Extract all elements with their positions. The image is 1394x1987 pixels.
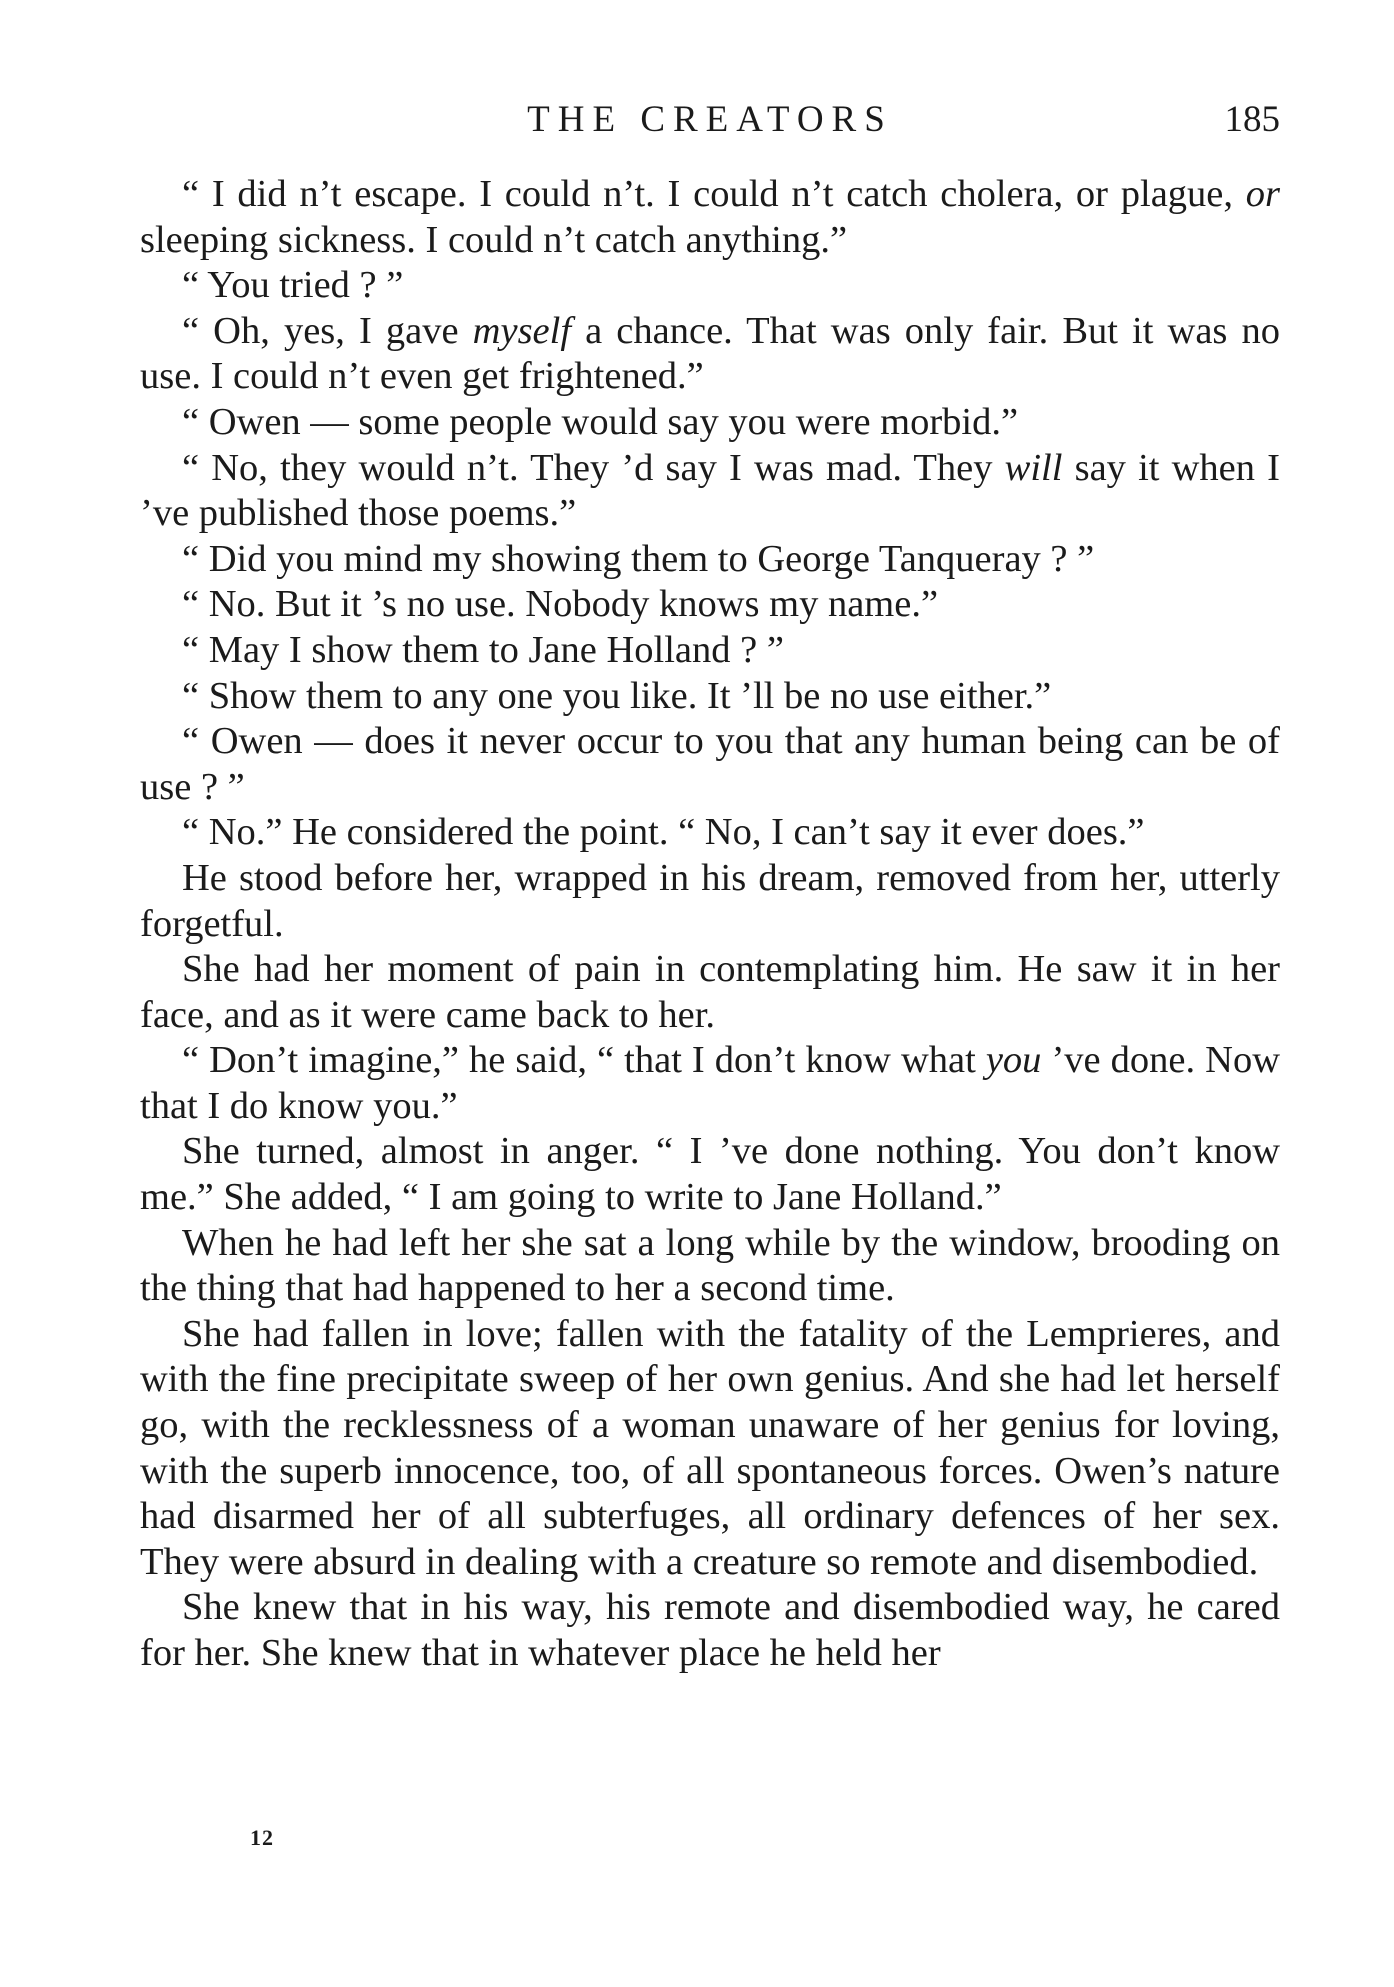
paragraph [140,628,1280,674]
paragraph-text: When he had left her she sat a long while by the window, brooding on the thing that had happened to her a second time. [140,1221,1280,1310]
body-text [140,172,1280,1677]
paragraph [140,674,1280,720]
paragraph-text: sleeping sickness. I could n’t catch anything.” [140,218,848,261]
paragraph [140,1221,1280,1312]
paragraph-text: “ No. But it ’s no use. Nobody knows my name.” [182,583,939,626]
paragraph-text: He stood before her, wrapped in his dream, removed from her, utterly forgetful. [140,856,1280,945]
paragraph [140,1129,1280,1220]
paragraph [140,172,1280,263]
running-header [140,95,1280,145]
paragraph [140,446,1280,537]
page-number: 185 [1224,99,1280,140]
paragraph [140,1585,1280,1676]
paragraph [140,947,1280,1038]
paragraph [140,856,1280,947]
paragraph [140,719,1280,810]
paragraph-text: “ May I show them to Jane Holland ? ” [182,628,784,671]
paragraph-text: “ Oh, yes, I gave [182,309,473,352]
paragraph-text: “ Show them to any one you like. It ’ll be no use either.” [182,674,1052,717]
italic-text: will [1004,446,1063,489]
paragraph-text: “ I did n’t escape. I could n’t. I could n’t catch cholera, or plague, [182,173,1246,215]
italic-text: you [985,1039,1042,1082]
paragraph [140,810,1280,856]
paragraph [140,1312,1280,1586]
paragraph-text: She had fallen in love; fallen with the fatality of the Lemprieres, and with the fine precipitate sweep of her own genius. And she had let herself go, with the recklessness of a woman unaware of her genius for loving, with the superb innocence, too, of all spontaneous forces. Owen’s nature had disarmed her of all subterfuges, all ordinary defences of her sex. They were absurd in dealing with a creature so remote and disembodied. [140,1312,1280,1583]
signature-mark: 12 [250,1825,274,1850]
paragraph-text: “ You tried ? ” [182,264,404,307]
paragraph-text: “ Don’t imagine,” he said, “ that I don’t know what [182,1039,986,1082]
paragraph-text: “ No, they would n’t. They ’d say I was mad. They [182,446,1005,489]
paragraph [140,400,1280,446]
paragraph-text: “ Owen — does it never occur to you that any human being can be of use ? ” [140,720,1280,808]
paragraph-text: “ No.” He considered the point. “ No, I can’t say it ever does.” [182,811,1145,854]
paragraph-text: say it when I ’ve published those poems.” [140,446,1280,535]
paragraph-text: She knew that in his way, his remote and disembodied way, he cared for her. She knew that in whatever place he held her [140,1586,1280,1674]
paragraph-text: She turned, almost in anger. “ I ’ve done nothing. You don’t know me.” She added, “ I am going to write to Jane Holland.” [140,1130,1280,1219]
paragraph [140,309,1280,400]
paragraph-text: “ Did you mind my showing them to George Tanqueray ? ” [182,537,1095,580]
paragraph [140,582,1280,628]
paragraph [140,537,1280,583]
paragraph-text: ’ve done. Now that I do know you.” [140,1039,1281,1127]
paragraph-text: a chance. That was only fair. But it was no use. I could n’t even get frightened.” [140,309,1280,398]
paragraph [140,263,1280,309]
paragraph-text: “ Owen — some people would say you were morbid.” [182,400,1019,443]
paragraph [140,1038,1280,1129]
paragraph-text: She had her moment of pain in contemplating him. He saw it in her face, and as it were came back to her. [140,948,1280,1036]
italic-text: or [1245,173,1280,215]
running-title: THE CREATORS [527,99,893,140]
italic-text: myself [472,309,572,352]
